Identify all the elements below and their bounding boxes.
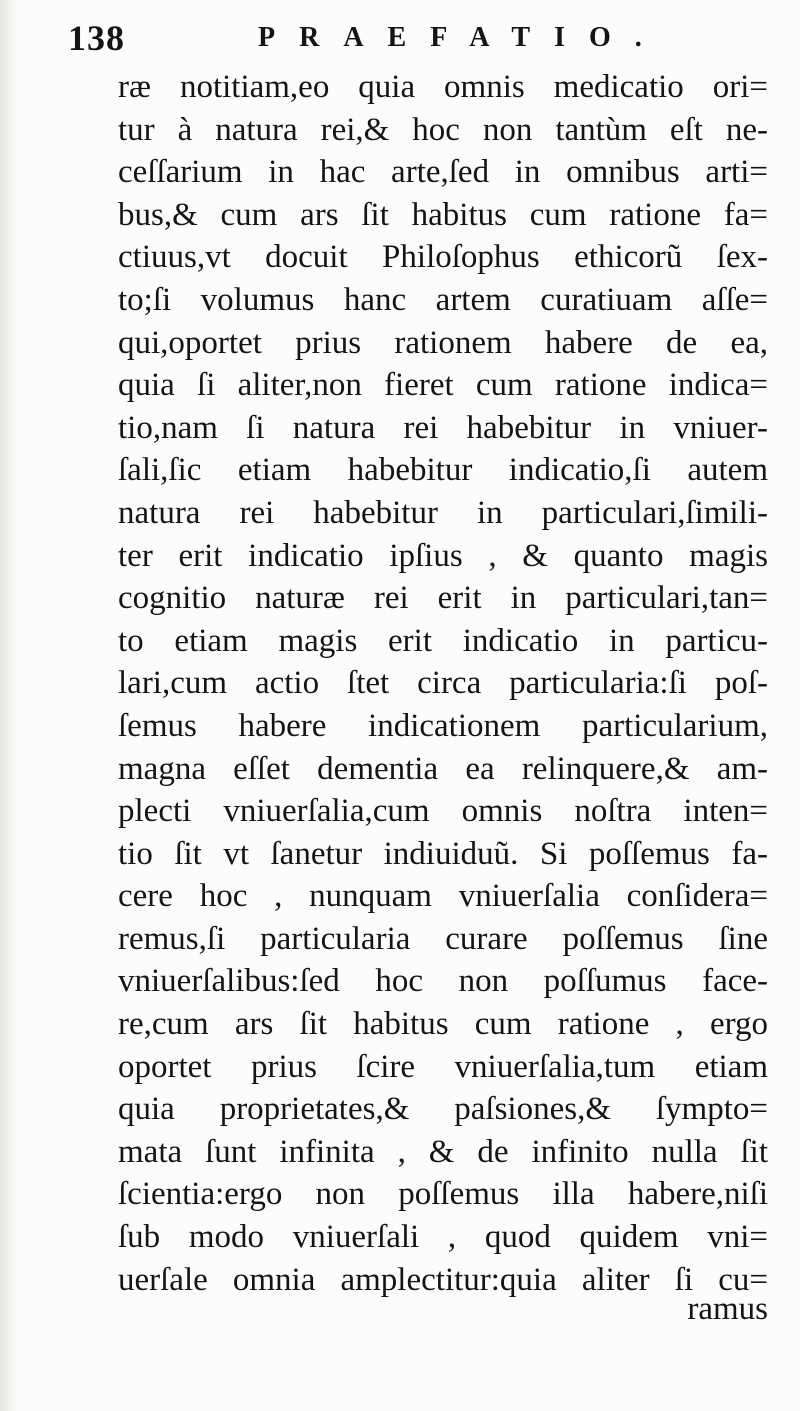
text-line: quia ſi aliter,non fieret cum ratione indica= bbox=[118, 367, 768, 404]
text-line: lari,cum actio ſtet circa particularia:ſi poſ- bbox=[118, 665, 768, 702]
text-line: ſali,ſic etiam habebitur indicatio,ſi autem bbox=[118, 452, 768, 489]
text-line: qui,oportet prius rationem habere de ea, bbox=[118, 324, 768, 361]
text-line: natura rei habebitur in particulari,ſimili- bbox=[118, 494, 768, 531]
text-line: ter erit indicatio ipſius , & quanto magis bbox=[118, 537, 768, 574]
page-number: 138 bbox=[68, 18, 125, 58]
text-line: tio,nam ſi natura rei habebitur in vniuer- bbox=[118, 409, 768, 446]
page-gutter-shadow bbox=[0, 0, 18, 1411]
text-line: ſub modo vniuerſali , quod quidem vni= bbox=[118, 1219, 768, 1256]
text-line: magna eſſet dementia ea relinquere,& am- bbox=[118, 750, 768, 787]
text-line: ctiuus,vt docuit Philoſophus ethicorũ ſex- bbox=[118, 239, 768, 276]
running-head: PRAEFATIO. bbox=[258, 22, 666, 53]
text-line: oportet prius ſcire vniuerſalia,tum etiam bbox=[118, 1048, 768, 1085]
text-line: bus,& cum ars ſit habitus cum ratione fa= bbox=[118, 196, 768, 233]
text-line: to etiam magis erit indicatio in particu- bbox=[118, 622, 768, 659]
text-line: quia proprietates,& paſsiones,& ſympto= bbox=[118, 1091, 768, 1128]
text-line: vniuerſalibus:ſed hoc non poſſumus face- bbox=[118, 963, 768, 1000]
body-text bbox=[118, 66, 768, 1301]
text-line: ſemus habere indicationem particularium, bbox=[118, 707, 768, 744]
catchword: ramus bbox=[687, 1291, 768, 1327]
text-line: plecti vniuerſalia,cum omnis noſtra inten= bbox=[118, 793, 768, 830]
text-line: ræ notitiam,eo quia omnis medicatio ori= bbox=[118, 69, 768, 105]
text-line: to;ſi volumus hanc artem curatiuam aſſe= bbox=[118, 281, 768, 318]
text-line: ſcientia:ergo non poſſemus illa habere,niſi bbox=[118, 1176, 768, 1213]
text-line: tio ſit vt ſanetur indiuiduũ. Si poſſemus fa- bbox=[118, 835, 768, 872]
text-line: cognitio naturæ rei erit in particulari,tan= bbox=[118, 580, 768, 617]
text-line: re,cum ars ſit habitus cum ratione , ergo bbox=[118, 1006, 768, 1043]
text-line: remus,ſi particularia curare poſſemus ſine bbox=[118, 920, 768, 957]
text-line: uerſale omnia amplectitur:quia aliter ſi cu= bbox=[118, 1261, 768, 1298]
page-header bbox=[68, 12, 748, 62]
text-line: cere hoc , nunquam vniuerſalia conſidera= bbox=[118, 878, 768, 915]
text-line: mata ſunt infinita , & de infinito nulla ſit bbox=[118, 1133, 768, 1170]
text-line: ceſſarium in hac arte,ſed in omnibus arti= bbox=[118, 154, 768, 191]
text-line: tur à natura rei,& hoc non tantùm eſt ne- bbox=[118, 111, 768, 148]
